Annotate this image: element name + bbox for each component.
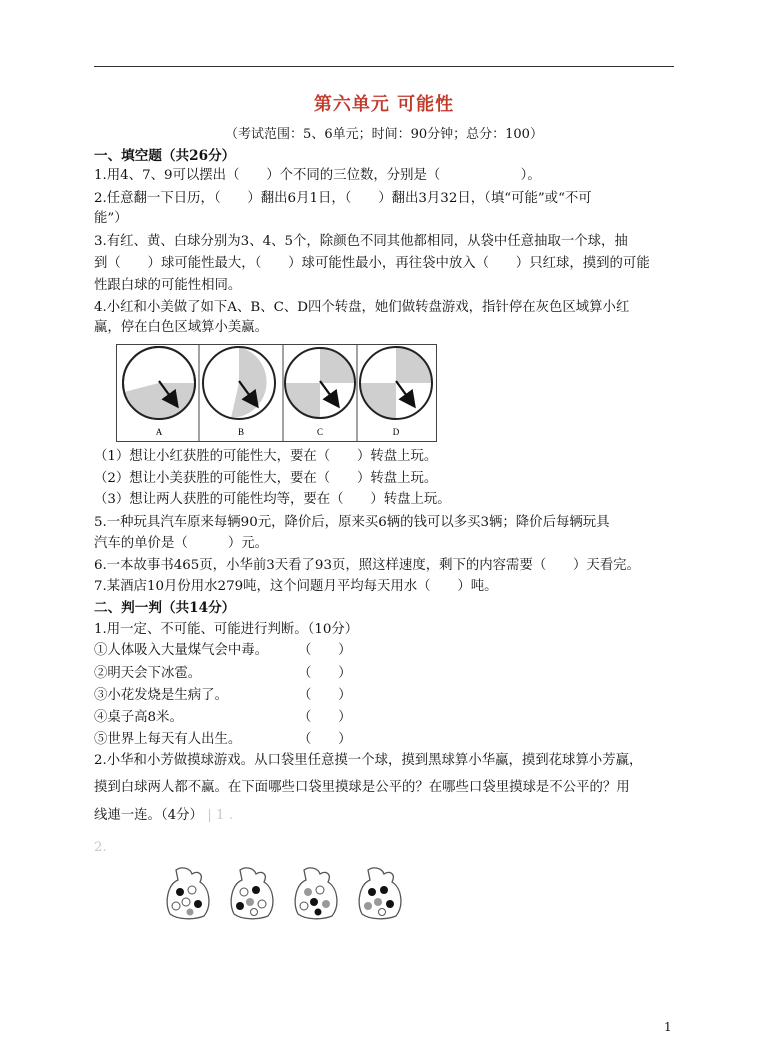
bag-4 <box>359 868 401 919</box>
judge-item: ①人体吸入大量煤气会中毒。 <box>94 643 269 658</box>
bag-2 <box>231 868 273 919</box>
question-line: 摸到白球两人都不赢。在下面哪些口袋里摸球是公平的？在哪些口袋里摸球是不公平的？用 <box>94 780 630 795</box>
bag-3 <box>295 868 337 919</box>
spinner-a <box>123 347 195 420</box>
faint-number: 2. <box>94 840 107 855</box>
judge-item: ②明天会下冰雹。 <box>94 666 202 681</box>
spinner-figure <box>116 344 437 442</box>
answer-blank[interactable]: （ ） <box>298 643 352 658</box>
judge-item: ④桌子高8米。 <box>94 710 183 725</box>
exam-info: （考试范围：5、6单元；时间：90分钟；总分：100） <box>225 127 543 142</box>
answer-blank[interactable]: （ ） <box>298 666 352 681</box>
question-line: 6.一本故事书465页，小华前3天看了93页，照这样速度，剩下的内容需要（ ）天看完。 <box>94 558 640 573</box>
question-line: （3）想让两人获胜的可能性均等，要在（ ）转盘上玩。 <box>94 492 451 507</box>
judge-item: ③小花发烧是生病了。 <box>94 688 228 703</box>
question-line: 1.用一定、不可能、可能进行判断。（10分） <box>94 622 359 637</box>
question-text: 线連一连。（4分） <box>94 808 203 823</box>
page-title: 第六单元 可能性 <box>313 94 455 115</box>
spinner-c <box>285 348 355 418</box>
question-line: 1.用4、7、9可以摆出（ ）个不同的三位数，分别是（ ）。 <box>94 168 541 183</box>
faint-mark: | 1 . <box>207 808 234 823</box>
spinner-label-c: C <box>316 427 324 437</box>
page-number: 1 <box>664 1020 672 1034</box>
question-line: 2.小华和小芳做摸球游戏。从口袋里任意摸一个球，摸到黑球算小华赢，摸到花球算小芳赢， <box>94 753 643 768</box>
bag-illustrations <box>160 860 410 920</box>
spinner-label-b: B <box>237 427 245 437</box>
question-line: 2.任意翻一下日历，（ ）翻出6月1日，（ ）翻出3月32日，（填“可能”或“不可 <box>94 191 592 206</box>
answer-blank[interactable]: （ ） <box>298 710 352 725</box>
question-line: 4.小红和小美做了如下A、B、C、D四个转盘，她们做转盘游戏，指针停在灰色区域算小红 <box>94 300 630 315</box>
question-line: （1）想让小红获胜的可能性大，要在（ ）转盘上玩。 <box>94 449 438 464</box>
question-line: （2）想让小美获胜的可能性大，要在（ ）转盘上玩。 <box>94 471 438 486</box>
question-line: 5.一种玩具汽车原来每辆90元，降价后，原来买6辆的钱可以多买3辆；降价后每辆玩具 <box>94 515 610 530</box>
spinner-label-a: A <box>155 427 163 437</box>
question-line: 能”） <box>94 211 128 226</box>
question-line: 性跟白球的可能性相同。 <box>94 278 242 293</box>
question-line <box>94 806 233 826</box>
judge-item: ⑤世界上每天有人出生。 <box>94 732 242 747</box>
spinner-d <box>360 347 432 419</box>
spinner-b <box>203 347 275 419</box>
section-heading-fill: 一、填空题（共26分） <box>94 148 236 164</box>
header-rule <box>94 66 674 67</box>
section-heading-judge: 二、判一判（共14分） <box>94 600 236 616</box>
question-line: 赢，停在白色区域算小美赢。 <box>94 320 269 335</box>
question-line: 3.有红、黄、白球分别为3、4、5个，除颜色不同其他都相同，从袋中任意抽取一个球，抽 <box>94 234 628 249</box>
answer-blank[interactable]: （ ） <box>298 732 352 747</box>
question-line: 汽车的单价是（ ）元。 <box>94 536 269 551</box>
spinner-label-d: D <box>392 427 400 437</box>
question-line: 到（ ）球可能性最大，（ ）球可能性最小，再往袋中放入（ ）只红球，摸到的可能 <box>94 256 650 271</box>
bag-1 <box>167 868 209 919</box>
question-line: 7.某酒店10月份用水279吨，这个问题月平均每天用水（ ）吨。 <box>94 579 498 594</box>
answer-blank[interactable]: （ ） <box>298 688 352 703</box>
